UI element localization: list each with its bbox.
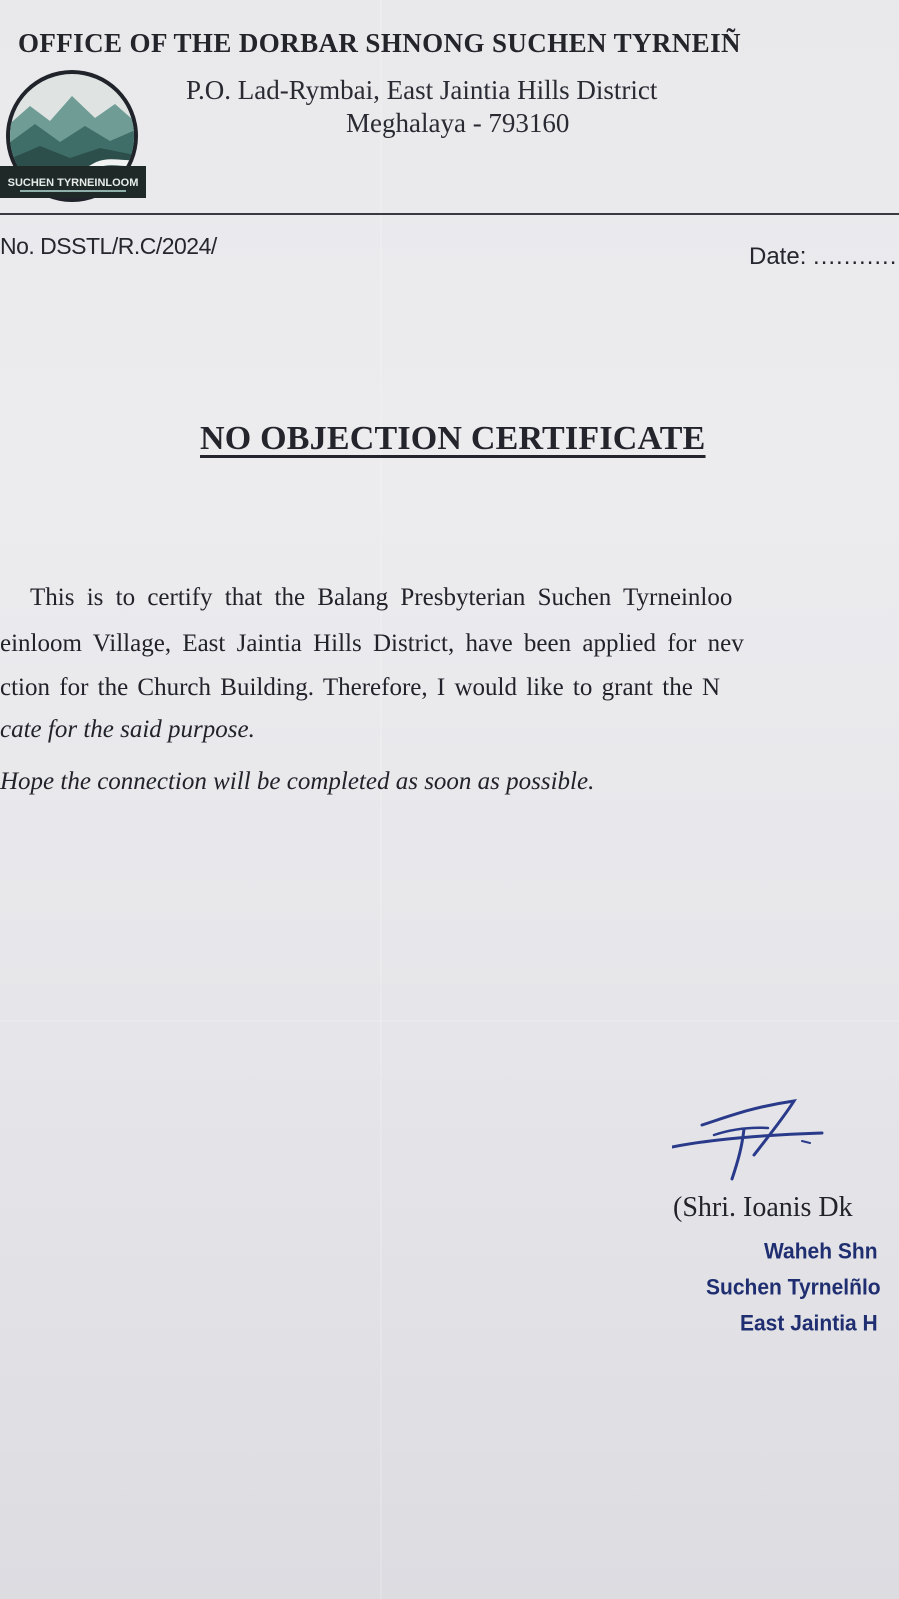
body-line-4: cate for the said purpose. <box>0 716 255 743</box>
stamp-line-3: East Jaintia H <box>740 1311 878 1336</box>
dorbar-shnong-logo <box>0 66 150 206</box>
signatory-name: (Shri. Ioanis Dk <box>673 1192 853 1223</box>
stamp-line-1: Waheh Shn <box>764 1239 878 1264</box>
logo-text: SUCHEN TYRNEINLOOM <box>7 177 139 189</box>
handwritten-signature <box>672 1095 832 1185</box>
body-line-1: This is to certify that the Balang Presbyterian Suchen Tyrneinloo <box>30 584 733 611</box>
body-line-3: ction for the Church Building. Therefore, I would like to grant the N <box>0 674 721 701</box>
document-title: NO OBJECTION CERTIFICATE <box>200 420 706 457</box>
reference-number: No. DSSTL/R.C/2024/ <box>0 233 217 259</box>
body-line-5: Hope the connection will be completed as soon as possible. <box>0 768 595 795</box>
date-value: ........... <box>813 243 898 270</box>
date-label: Date: <box>749 243 807 270</box>
body-line-2: einloom Village, East Jaintia Hills District, have been applied for nev <box>0 630 744 657</box>
stamp-line-2: Suchen Tyrnelñlo <box>706 1275 881 1300</box>
address-line-2: Meghalaya - 793160 <box>346 108 570 138</box>
date-field <box>749 243 897 271</box>
address-line-1: P.O. Lad-Rymbai, East Jaintia Hills District <box>186 75 658 105</box>
header-divider <box>0 213 899 215</box>
office-title: OFFICE OF THE DORBAR SHNONG SUCHEN TYRNEIÑ <box>18 28 741 58</box>
